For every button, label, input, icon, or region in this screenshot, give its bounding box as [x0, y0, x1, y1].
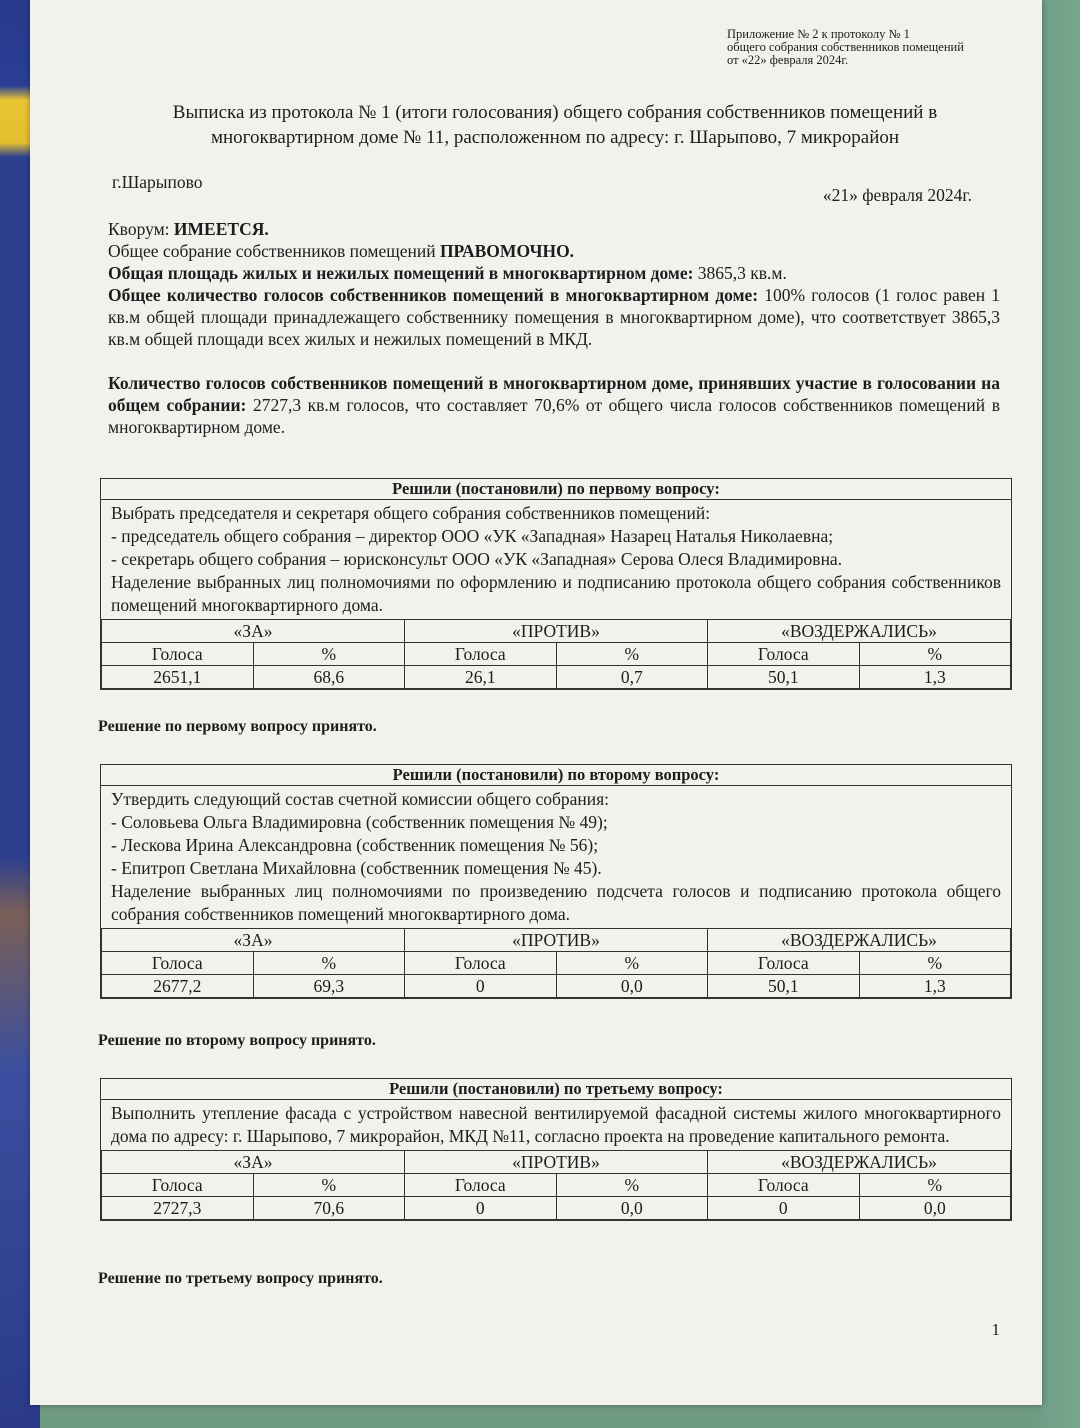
percent-header: % [253, 1174, 405, 1197]
votes-header: Голоса [405, 1174, 557, 1197]
percent-header: % [556, 643, 708, 666]
question-line: - Соловьева Ольга Владимировна (собственник помещения № 49); [111, 812, 608, 832]
meeting-info [108, 218, 1000, 438]
votes-table [101, 619, 1011, 689]
percent-header: % [556, 1174, 708, 1197]
against-votes-value: 26,1 [405, 666, 557, 689]
against-header: «ПРОТИВ» [405, 620, 708, 643]
page-number: 1 [991, 1320, 1000, 1339]
abstain-percent-value: 1,3 [859, 666, 1011, 689]
question-1-section [100, 478, 1012, 690]
votes-header: Голоса [708, 643, 860, 666]
appendix-line: общего собрания собственников помещений [727, 40, 964, 54]
for-percent-value: 69,3 [253, 975, 405, 998]
abstain-percent-value: 0,0 [859, 1197, 1011, 1220]
appendix-line: от «22» февраля 2024г. [727, 53, 849, 67]
against-votes-value: 0 [405, 975, 557, 998]
for-header: «ЗА» [102, 1151, 405, 1174]
percent-header: % [859, 643, 1011, 666]
area-line: Общая площадь жилых и нежилых помещений в многоквартирном доме: 3865,3 кв.м. [108, 263, 787, 283]
question-heading: Решили (постановили) по второму вопросу: [101, 765, 1011, 786]
votes-table [101, 928, 1011, 998]
question-line: - Епитроп Светлана Михайловна (собственник помещения № 45). [111, 858, 602, 878]
votes-table [101, 1150, 1011, 1220]
votes-header: Голоса [102, 952, 254, 975]
document-page [30, 0, 1042, 1405]
question-line: - Лескова Ирина Александровна (собственник помещения № 56); [111, 835, 599, 855]
percent-header: % [859, 1174, 1011, 1197]
document-title [125, 100, 985, 150]
abstain-header: «ВОЗДЕРЖАЛИСЬ» [708, 1151, 1011, 1174]
question-line: Выполнить утепление фасада с устройством навесной вентилируемой фасадной системы жилого многоквартирного дома по адресу: г. Шарыпово, 7 микрорайон, МКД №11, согласно проекта на проведение капитального ремонта. [111, 1103, 1001, 1146]
total-votes-line: Общее количество голосов собственников помещений в многоквартирном доме: 100% голосов (1 голос равен 1 кв.м общей площади принадлежащего собственнику помещения в многоквартирном доме), что соответствует 3865,3 кв.м общей площади всех жилых и нежилых помещений в МКД. [108, 285, 1000, 349]
city: г.Шарыпово [112, 172, 203, 192]
abstain-header: «ВОЗДЕРЖАЛИСЬ» [708, 620, 1011, 643]
participants-line: Количество голосов собственников помещений в многоквартирном доме, принявших участие в голосовании на общем собрании: 2727,3 кв.м голосов, что составляет 70,6% от общего числа голосов собственников помещений в многоквартирном доме. [108, 373, 1000, 437]
against-header: «ПРОТИВ» [405, 929, 708, 952]
abstain-votes-value: 50,1 [708, 666, 860, 689]
abstain-votes-value: 50,1 [708, 975, 860, 998]
question-line: - председатель общего собрания – директор ООО «УК «Западная» Назарец Наталья Николаевна; [111, 526, 834, 546]
question-heading: Решили (постановили) по первому вопросу: [101, 479, 1011, 500]
for-header: «ЗА» [102, 620, 405, 643]
votes-header: Голоса [405, 643, 557, 666]
for-header: «ЗА» [102, 929, 405, 952]
percent-header: % [859, 952, 1011, 975]
against-votes-value: 0 [405, 1197, 557, 1220]
for-votes-value: 2651,1 [102, 666, 254, 689]
against-percent-value: 0,0 [556, 1197, 708, 1220]
question-line: Утвердить следующий состав счетной комиссии общего собрания: [111, 789, 610, 809]
question-text [101, 786, 1011, 928]
abstain-header: «ВОЗДЕРЖАЛИСЬ» [708, 929, 1011, 952]
question-2-verdict: Решение по второму вопросу принято. [98, 1032, 376, 1049]
question-line: Наделение выбранных лиц полномочиями по произведению подсчета голосов и подписанию протокола общего собрания собственников помещений многоквартирного дома. [111, 881, 1001, 924]
for-percent-value: 68,6 [253, 666, 405, 689]
votes-header: Голоса [708, 952, 860, 975]
votes-header: Голоса [102, 1174, 254, 1197]
question-line: Наделение выбранных лиц полномочиями по оформлению и подписанию протокола общего собрания собственников помещений многоквартирного дома. [111, 572, 1001, 615]
question-3-verdict: Решение по третьему вопросу принято. [98, 1270, 383, 1287]
quorum-line: Кворум: ИМЕЕТСЯ. [108, 219, 269, 239]
against-header: «ПРОТИВ» [405, 1151, 708, 1174]
question-text [101, 1100, 1011, 1150]
document-date: «21» февраля 2024г. [822, 185, 972, 205]
for-votes-value: 2677,2 [102, 975, 254, 998]
question-text [101, 500, 1011, 619]
votes-header: Голоса [102, 643, 254, 666]
question-line: Выбрать председателя и секретаря общего собрания собственников помещений: [111, 503, 711, 523]
abstain-percent-value: 1,3 [859, 975, 1011, 998]
question-2-section [100, 764, 1012, 999]
percent-header: % [253, 643, 405, 666]
percent-header: % [556, 952, 708, 975]
for-votes-value: 2727,3 [102, 1197, 254, 1220]
title-line: Выписка из протокола № 1 (итоги голосования) общего собрания собственников помещений в [172, 102, 938, 123]
competence-line: Общее собрание собственников помещений ПРАВОМОЧНО. [108, 241, 575, 261]
percent-header: % [253, 952, 405, 975]
question-heading: Решили (постановили) по третьему вопросу: [101, 1079, 1011, 1100]
votes-header: Голоса [405, 952, 557, 975]
abstain-votes-value: 0 [708, 1197, 860, 1220]
question-3-section [100, 1078, 1012, 1221]
for-percent-value: 70,6 [253, 1197, 405, 1220]
appendix-line: Приложение № 2 к протоколу № 1 [727, 27, 910, 41]
question-line: - секретарь общего собрания – юрисконсульт ООО «УК «Западная» Серова Олеся Владимировна. [111, 549, 843, 569]
against-percent-value: 0,0 [556, 975, 708, 998]
votes-header: Голоса [708, 1174, 860, 1197]
appendix-note [727, 28, 987, 67]
title-line: многоквартирном доме № 11, расположенном по адресу: г. Шарыпово, 7 микрорайон [210, 127, 900, 148]
against-percent-value: 0,7 [556, 666, 708, 689]
question-1-verdict: Решение по первому вопросу принято. [98, 718, 377, 735]
